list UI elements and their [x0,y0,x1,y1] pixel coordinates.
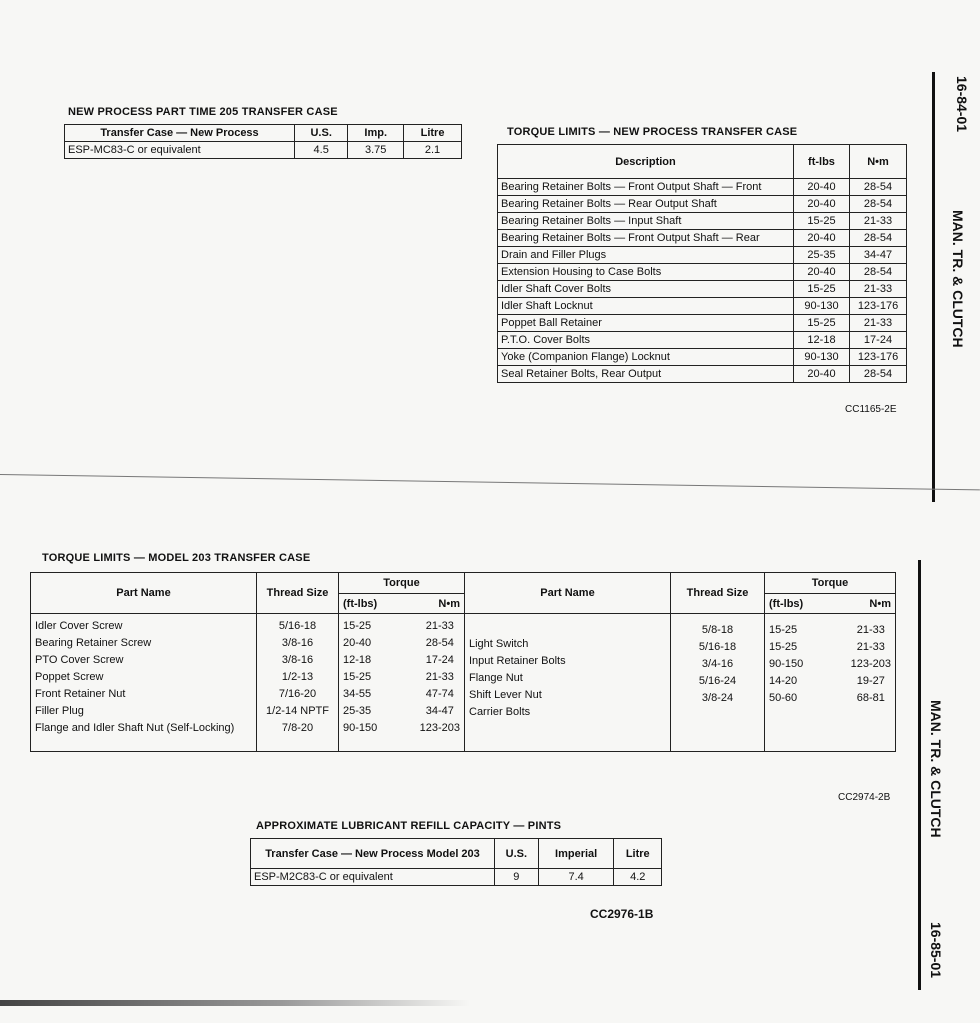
table-row [498,264,907,281]
header-us-203: U.S. [495,839,539,869]
cell-ftlbs: 20-40 [794,179,850,196]
left-threads-cell [257,614,339,752]
part-name: Front Retainer Nut [35,688,126,701]
cell-description: Bearing Retainer Bolts — Rear Output Shaft [498,196,794,213]
cell-nm: 123-176 [850,349,907,366]
cell-description: Extension Housing to Case Bolts [498,264,794,281]
page-number-bottom: 16-85-01 [928,922,944,979]
cell-nm: 123-176 [850,298,907,315]
torque-nm: 17-24 [425,654,454,667]
header-ftlbs-right: (ft-lbs) [769,597,804,610]
torque-ftlbs: 15-25 [343,620,372,633]
thread-size: 5/16-18 [698,641,737,654]
cell-nm: 21-33 [850,315,907,332]
cell-ftlbs: 15-25 [794,213,850,230]
cell-litre-203: 4.2 [614,869,662,886]
cell-nm: 28-54 [850,264,907,281]
cell-description: Seal Retainer Bolts, Rear Output [498,366,794,383]
part-name: PTO Cover Screw [35,654,124,667]
torque-203-table [30,572,896,752]
torque-ftlbs: 34-55 [343,688,372,701]
table-row [498,315,907,332]
header-ftlbs-nm-right [765,593,896,614]
header-part-name-right: Part Name [465,573,671,614]
table-row [498,332,907,349]
torque-ftlbs: 15-25 [769,624,798,637]
torque-nm: 47-74 [425,688,454,701]
cell-description: Bearing Retainer Bolts — Front Output Shaft — Front [498,179,794,196]
header-torque-right: Torque [765,573,896,594]
cell-ftlbs: 20-40 [794,264,850,281]
torque-ftlbs: 15-25 [769,641,798,654]
section-title-top: MAN. TR. & CLUTCH [950,210,966,348]
cell-ftlbs: 20-40 [794,366,850,383]
torque-nm: 123-203 [419,722,460,735]
capacity-205-title: NEW PROCESS PART TIME 205 TRANSFER CASE [68,106,338,118]
part-name: Shift Lever Nut [469,689,542,702]
header-nm: N•m [850,145,907,179]
cell-ftlbs: 20-40 [794,196,850,213]
torque-nm: 123-203 [850,658,891,671]
torque-nm: 21-33 [425,671,454,684]
header-torque-left: Torque [339,573,465,594]
part-name: Poppet Screw [35,671,104,684]
cell-litre: 2.1 [404,142,462,159]
cell-us-203: 9 [495,869,539,886]
header-litre: Litre [404,125,462,142]
torque-ftlbs: 20-40 [343,637,372,650]
page-edge-rule-top [932,72,935,502]
figure-code-top: CC1165-2E [845,404,897,415]
cell-description: Drain and Filler Plugs [498,247,794,264]
cell-description: P.T.O. Cover Bolts [498,332,794,349]
part-name: Flange Nut [469,672,523,685]
torque-nm: 21-33 [856,641,885,654]
cell-nm: 28-54 [850,179,907,196]
header-imperial-203: Imperial [538,839,614,869]
part-name: Bearing Retainer Screw [35,637,152,650]
header-thread-right: Thread Size [671,573,765,614]
thread-size: 3/8-16 [281,637,314,650]
table-row [498,230,907,247]
capacity-203-table [250,838,662,886]
thread-size: 1/2-14 NPTF [266,705,329,718]
header-us: U.S. [295,125,348,142]
torque-203-title: TORQUE LIMITS — MODEL 203 TRANSFER CASE [42,552,311,564]
torque-nm: 21-33 [856,624,885,637]
thread-size: 3/8-16 [281,654,314,667]
cell-nm: 21-33 [850,281,907,298]
table-row [498,247,907,264]
cell-nm: 21-33 [850,213,907,230]
page-separator [0,474,980,490]
scan-edge-shadow [0,1000,470,1006]
torque-ftlbs: 25-35 [343,705,372,718]
part-name: Light Switch [469,638,529,651]
page-edge-rule-bottom [918,560,921,990]
table-row [498,179,907,196]
cell-description: Yoke (Companion Flange) Locknut [498,349,794,366]
cell-nm: 28-54 [850,230,907,247]
table-row [498,298,907,315]
cell-description: Idler Shaft Cover Bolts [498,281,794,298]
torque-nm: 68-81 [856,692,885,705]
thread-size: 7/16-20 [278,688,317,701]
header-imp: Imp. [348,125,404,142]
cell-nm: 28-54 [850,196,907,213]
header-description: Description [498,145,794,179]
cell-ftlbs: 15-25 [794,281,850,298]
figure-code-capacity-203: CC2976-1B [590,907,654,921]
table-row [65,142,462,159]
cell-imp: 3.75 [348,142,404,159]
part-name: Flange and Idler Shaft Nut (Self-Locking) [35,722,235,735]
thread-size: 3/8-24 [701,692,734,705]
cell-ftlbs: 20-40 [794,230,850,247]
cell-imperial-203: 7.4 [538,869,614,886]
table-row [498,196,907,213]
cell-fluid: ESP-MC83-C or equivalent [65,142,295,159]
thread-size: 5/16-24 [698,675,737,688]
capacity-205-table [64,124,462,159]
torque-nm: 19-27 [856,675,885,688]
torque-ftlbs: 90-150 [769,658,804,671]
thread-size: 5/16-18 [278,620,317,633]
section-title-bottom-text: MAN. TR. & CLUTCH [928,700,944,838]
torque-ftlbs: 90-150 [343,722,378,735]
right-threads-cell [671,614,765,752]
torque-np-rows [498,179,907,383]
header-litre-203: Litre [614,839,662,869]
capacity-203-title: APPROXIMATE LUBRICANT REFILL CAPACITY — PINTS [256,820,562,832]
torque-ftlbs: 50-60 [769,692,798,705]
torque-np-table [497,144,907,383]
torque-ftlbs: 15-25 [343,671,372,684]
right-torque-cell [765,614,896,752]
thread-size: 3/4-16 [701,658,734,671]
cell-us: 4.5 [295,142,348,159]
right-parts-cell [465,614,671,752]
cell-fluid-203: ESP-M2C83-C or equivalent [251,869,495,886]
left-torque-cell [339,614,465,752]
cell-ftlbs: 15-25 [794,315,850,332]
torque-nm: 21-33 [425,620,454,633]
header-ftlbs-nm-left [339,593,465,614]
cell-description: Bearing Retainer Bolts — Front Output Shaft — Rear [498,230,794,247]
thread-size: 7/8-20 [281,722,314,735]
figure-code-203: CC2974-2B [838,792,891,803]
header-transfer-case-203: Transfer Case — New Process Model 203 [251,839,495,869]
cell-nm: 28-54 [850,366,907,383]
table-row [251,869,662,886]
cell-description: Bearing Retainer Bolts — Input Shaft [498,213,794,230]
header-part-name-left: Part Name [31,573,257,614]
page-number-top: 16-84-01 [954,76,970,133]
cell-description: Idler Shaft Locknut [498,298,794,315]
cell-nm: 34-47 [850,247,907,264]
part-name: Carrier Bolts [469,706,531,719]
header-ftlbs: ft-lbs [794,145,850,179]
part-name: Filler Plug [35,705,84,718]
table-row [498,213,907,230]
torque-ftlbs: 14-20 [769,675,798,688]
torque-np-title: TORQUE LIMITS — NEW PROCESS TRANSFER CASE [507,126,798,138]
header-nm-left: N•m [438,597,460,610]
part-name: Idler Cover Screw [35,620,123,633]
torque-nm: 34-47 [425,705,454,718]
table-row [498,366,907,383]
table-row [498,281,907,298]
header-ftlbs-left: (ft-lbs) [343,597,378,610]
cell-ftlbs: 90-130 [794,298,850,315]
header-transfer-case: Transfer Case — New Process [65,125,295,142]
cell-description: Poppet Ball Retainer [498,315,794,332]
header-nm-right: N•m [869,597,891,610]
cell-nm: 17-24 [850,332,907,349]
cell-ftlbs: 25-35 [794,247,850,264]
cell-ftlbs: 90-130 [794,349,850,366]
table-row [498,349,907,366]
thread-size: 5/8-18 [701,624,734,637]
part-name: Input Retainer Bolts [469,655,566,668]
cell-ftlbs: 12-18 [794,332,850,349]
torque-nm: 28-54 [425,637,454,650]
torque-ftlbs: 12-18 [343,654,372,667]
header-thread-left: Thread Size [257,573,339,614]
thread-size: 1/2-13 [281,671,314,684]
left-parts-cell [31,614,257,752]
